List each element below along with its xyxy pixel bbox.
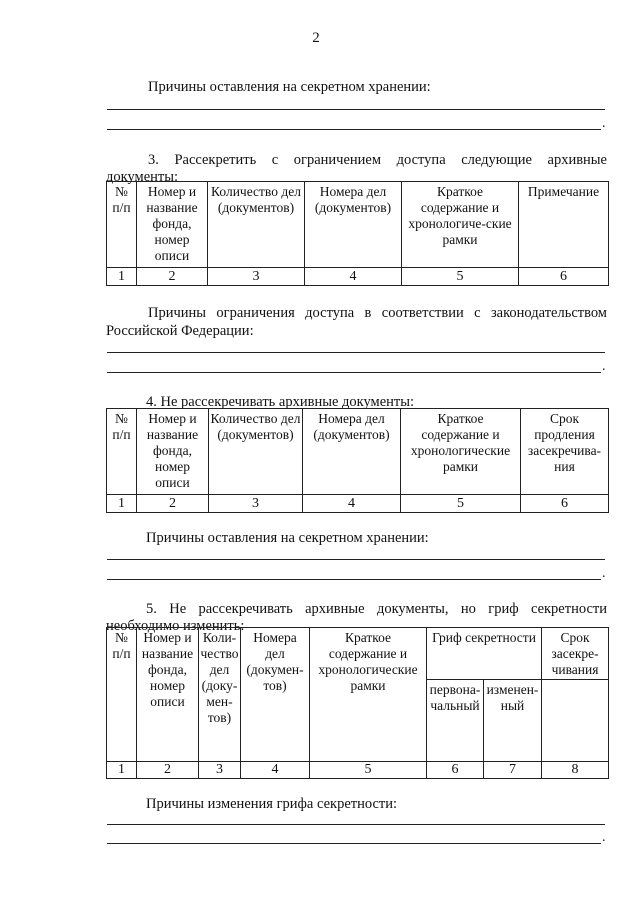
section5-table [106, 627, 609, 779]
number-cell: 2 [137, 762, 199, 779]
header-cell [542, 680, 609, 762]
header-cell: № п/п [107, 628, 137, 762]
blank-line [107, 579, 601, 580]
end-mark: . [602, 830, 606, 845]
section5-reason: Причины изменения грифа секретности: [146, 796, 398, 812]
table-number-row [107, 762, 609, 779]
number-cell: 5 [310, 762, 427, 779]
header-cell: Номер и название фонда, номер описи [137, 182, 208, 268]
table-number-row [107, 268, 609, 286]
header-cell: Номера дел (докумен-тов) [241, 628, 310, 762]
number-cell: 6 [427, 762, 484, 779]
page-number: 2 [312, 30, 320, 46]
number-cell: 3 [199, 762, 241, 779]
header-cell: Номера дел (документов) [303, 409, 401, 495]
blank-line [107, 372, 601, 373]
number-cell: 5 [402, 268, 519, 286]
blank-line [107, 129, 601, 130]
section3-table [106, 181, 609, 286]
header-cell: изменен-ный [484, 680, 542, 762]
number-cell: 5 [401, 495, 521, 513]
section4-reason: Причины оставления на секретном хранении: [146, 530, 429, 546]
section3-reason-line1: Причины ограничения доступа в соответствии с законодательством [148, 305, 607, 321]
header-cell: Гриф секретности [427, 628, 542, 680]
header-cell: Срок продления засекречива-ния [521, 409, 609, 495]
header-cell: Краткое содержание и хронологические рамки [401, 409, 521, 495]
number-cell: 4 [303, 495, 401, 513]
number-cell: 7 [484, 762, 542, 779]
end-mark: . [602, 116, 606, 131]
table-header-row [107, 628, 609, 680]
header-cell: Количество дел (документов) [209, 409, 303, 495]
section3-heading-line1: 3. Рассекретить с ограничением доступа следующие архивные [148, 152, 607, 168]
number-cell: 8 [542, 762, 609, 779]
number-cell: 1 [107, 268, 137, 286]
section5-heading-line1: 5. Не рассекречивать архивные документы, но гриф секретности [146, 601, 607, 617]
number-cell: 6 [521, 495, 609, 513]
header-cell: Коли-чество дел (доку-мен-тов) [199, 628, 241, 762]
blank-line [107, 352, 605, 353]
number-cell: 1 [107, 762, 137, 779]
blank-line [107, 824, 605, 825]
table-number-row [107, 495, 609, 513]
section3-reason-line2: Российской Федерации: [106, 323, 254, 339]
number-cell: 3 [209, 495, 303, 513]
number-cell: 4 [305, 268, 402, 286]
end-mark: . [602, 566, 606, 581]
reason-top-label: Причины оставления на секретном хранении: [148, 79, 431, 95]
blank-line [107, 843, 601, 844]
table-header-row [107, 182, 609, 268]
header-cell: № п/п [107, 409, 137, 495]
header-cell: Номер и название фонда, номер описи [137, 628, 199, 762]
number-cell: 2 [137, 495, 209, 513]
section4-table [106, 408, 609, 513]
end-mark: . [602, 359, 606, 374]
blank-line [107, 109, 605, 110]
number-cell: 2 [137, 268, 208, 286]
header-cell: Срок засекре-чивания [542, 628, 609, 680]
header-cell: Краткое содержание и хронологические рамки [310, 628, 427, 762]
header-cell: Примечание [519, 182, 609, 268]
header-cell: Номер и название фонда, номер описи [137, 409, 209, 495]
section5-heading-line2: необходимо изменить: [106, 618, 245, 634]
number-cell: 4 [241, 762, 310, 779]
number-cell: 3 [208, 268, 305, 286]
table-header-row [107, 409, 609, 495]
section3-heading-line2: документы: [106, 169, 179, 185]
header-cell: Номера дел (документов) [305, 182, 402, 268]
header-cell: № п/п [107, 182, 137, 268]
header-cell: Краткое содержание и хронологиче-ские рамки [402, 182, 519, 268]
section4-heading: 4. Не рассекречивать архивные документы: [146, 394, 415, 410]
header-cell: Количество дел (документов) [208, 182, 305, 268]
header-cell: первона-чальный [427, 680, 484, 762]
blank-line [107, 559, 605, 560]
number-cell: 1 [107, 495, 137, 513]
number-cell: 6 [519, 268, 609, 286]
